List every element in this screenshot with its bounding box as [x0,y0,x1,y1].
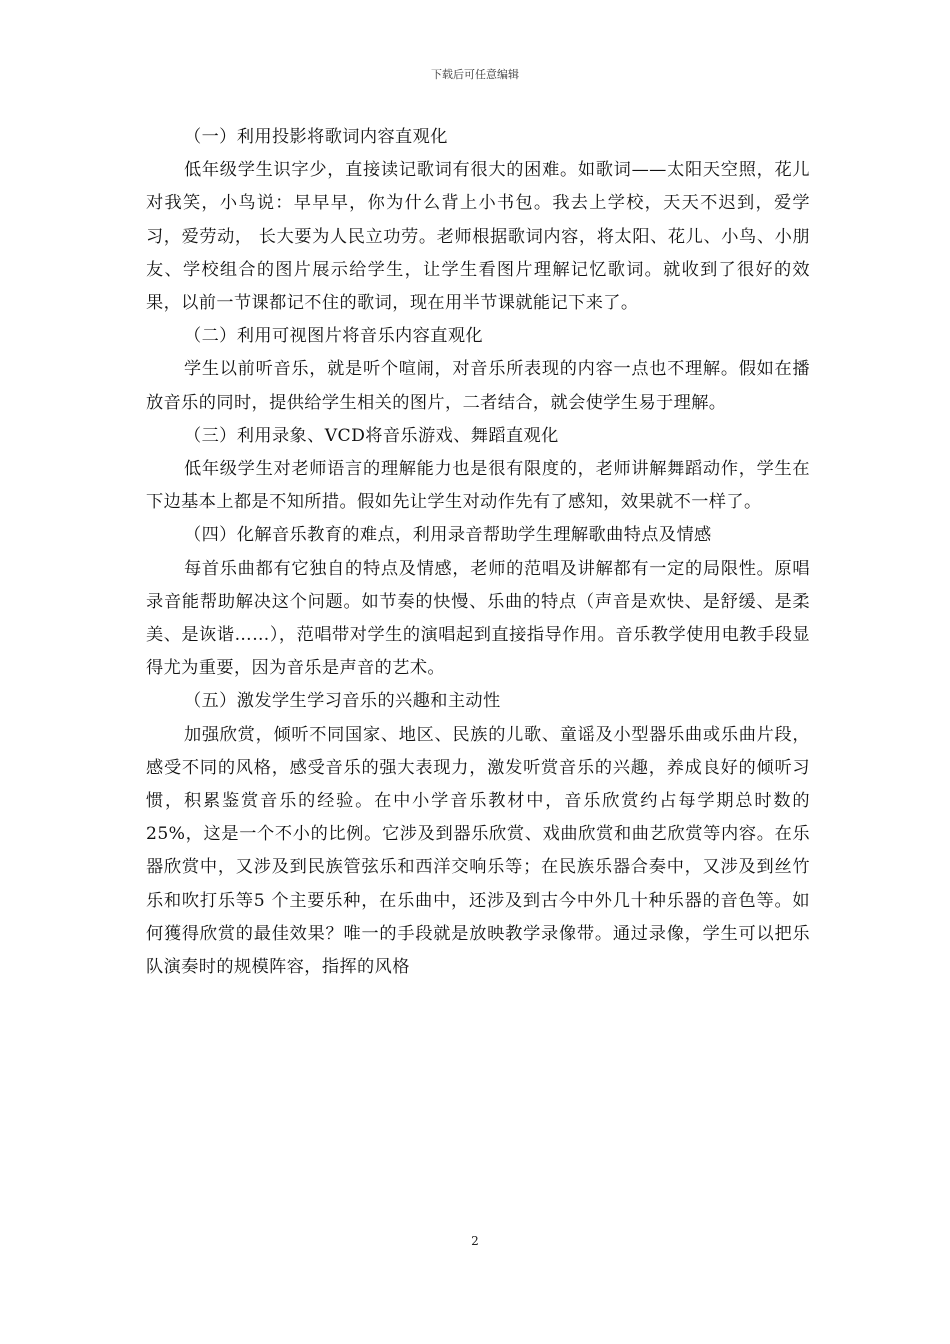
document-body [146,121,810,984]
section-heading-1: （一）利用投影将歌词内容直观化 [184,127,448,147]
section-paragraph-4: 每首乐曲都有它独自的特点及情感，老师的范唱及讲解都有一定的局限性。原唱录音能帮助解决这个问题。如节奏的快慢、乐曲的特点（声音是欢快、是舒缓、是柔美、是诙谐……），范唱带对学生的演唱起到直接指导作用。音乐教学使用电教手段显得尤为重要，因为音乐是声音的艺术。 [146,558,810,679]
section-heading-2: （二）利用可视图片将音乐内容直观化 [184,326,483,347]
page-header: 下载后可任意编辑 [431,68,519,81]
section-heading-5: （五）激发学生学习音乐的兴趣和主动性 [184,691,501,712]
section-paragraph-5: 加强欣赏，倾听不同国家、地区、民族的儿歌、童谣及小型器乐曲或乐曲片段，感受不同的风格，感受音乐的强大表现力，激发听赏音乐的兴趣，养成良好的倾听习惯，积累鉴赏音乐的经验。在中小学音乐教材中，音乐欣赏约占每学期总时数的25%，这是一个不小的比例。它涉及到器乐欣赏、戏曲欣赏和曲艺欣赏等内容。在乐器欣赏中，又涉及到民族管弦乐和西洋交响乐等；在民族乐器合奏中，又涉及到丝竹乐和吹打乐等5 个主要乐种，在乐曲中，还涉及到古今中外几十种乐器的音色等。如何獲得欣赏的最佳效果？唯一的手段就是放映教学录像带。通过录像，学生可以把乐队演奏时的规模阵容，指挥的风格 [146,724,810,978]
section-paragraph-2: 学生以前听音乐，就是听个喧闹，对音乐所表现的内容一点也不理解。假如在播放音乐的同时，提供给学生相关的图片，二者结合，就会使学生易于理解。 [146,359,810,413]
section-heading-3: （三）利用录象、VCD将音乐游戏、舞蹈直观化 [184,425,559,446]
section-paragraph-1: 低年级学生识字少，直接读记歌词有很大的困难。如歌词——太阳天空照，花儿对我笑，小鸟说：早早早，你为什么背上小书包。我去上学校，天天不迟到，爱学习，爱劳动， 长大要为人民立功劳。老师根据歌词内容，将太阳、花儿、小鸟、小朋友、学校组合的图片展示给学生，让学生看图片理解记忆歌词。就收到了很好的效果，以前一节课都记不住的歌词，现在用半节课就能记下来了。 [146,160,810,314]
page-number: 2 [471,1234,479,1248]
section-paragraph-3: 低年级学生对老师语言的理解能力也是很有限度的，老师讲解舞蹈动作，学生在下边基本上都是不知所措。假如先让学生对动作先有了感知，效果就不一样了。 [146,459,810,513]
section-heading-4: （四）化解音乐教育的难点，利用录音帮助学生理解歌曲特点及情感 [184,525,712,546]
